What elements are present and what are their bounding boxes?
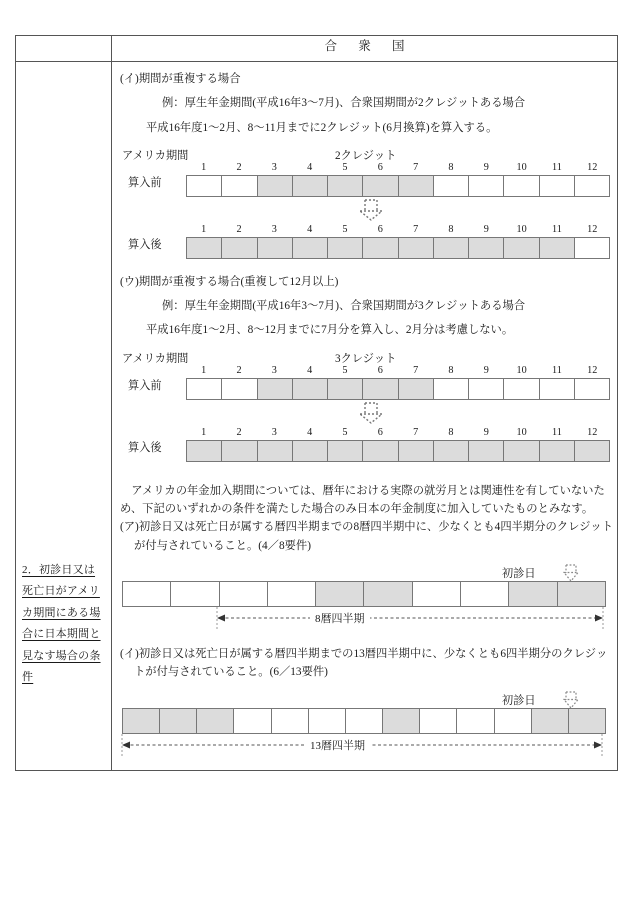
period-cell xyxy=(309,709,346,733)
month-number: 10 xyxy=(516,223,527,235)
period-cell xyxy=(293,441,328,461)
condition-b-line-2: トが付与されていること。(6／13要件) xyxy=(134,666,328,679)
label-america-period-u: アメリカ期間 xyxy=(122,352,189,365)
month-number: 5 xyxy=(342,364,348,376)
period-cell xyxy=(363,238,398,258)
sidebar-inner xyxy=(16,62,111,699)
month-cells-after-u xyxy=(186,440,610,462)
period-cell xyxy=(540,441,575,461)
month-number: 5 xyxy=(342,223,348,235)
period-cell xyxy=(328,176,363,196)
month-number: 4 xyxy=(307,364,313,376)
month-numbers-after-i xyxy=(186,224,610,236)
period-cell xyxy=(434,176,469,196)
month-number: 1 xyxy=(201,161,207,173)
period-cell xyxy=(495,709,532,733)
period-cell xyxy=(434,379,469,399)
dotted-down-arrow-icon xyxy=(358,402,384,424)
period-cell xyxy=(160,709,197,733)
period-cell xyxy=(575,379,609,399)
section-u-detail: 平成16年度1〜2月、8〜12月までに7月分を算入し、2月分は考慮しない。 xyxy=(146,324,514,337)
period-cell xyxy=(222,379,257,399)
month-number: 3 xyxy=(271,161,277,173)
label-credit-i: 2クレジット xyxy=(335,149,397,162)
month-number: 7 xyxy=(413,364,419,376)
month-number: 11 xyxy=(552,161,562,173)
quarter-cells-13 xyxy=(122,708,606,734)
period-cell xyxy=(363,379,398,399)
month-number: 12 xyxy=(587,364,598,376)
dotted-down-arrow-marker-icon xyxy=(563,691,579,709)
period-cell xyxy=(399,176,434,196)
period-cell xyxy=(469,379,504,399)
band-after-i xyxy=(120,225,611,259)
period-cell xyxy=(363,441,398,461)
period-cell xyxy=(469,176,504,196)
period-cell xyxy=(575,176,609,196)
condition-b-line-1: (イ)初診日又は死亡日が属する暦四半期までの13暦四半期中に、少なくとも6四半期分のクレジッ xyxy=(120,647,608,660)
month-number: 6 xyxy=(377,223,383,235)
month-number: 7 xyxy=(413,223,419,235)
month-number: 2 xyxy=(236,364,242,376)
period-cell xyxy=(504,379,539,399)
month-number: 10 xyxy=(516,426,527,438)
band-before-i xyxy=(120,163,611,197)
month-number: 1 xyxy=(201,364,207,376)
dotted-down-arrow-icon xyxy=(358,199,384,221)
span-row-8q xyxy=(120,607,611,633)
month-number: 8 xyxy=(448,426,454,438)
diagram-i-labels xyxy=(120,147,611,161)
period-cell xyxy=(469,441,504,461)
month-number: 6 xyxy=(377,364,383,376)
diagram-8-quarters xyxy=(120,565,611,633)
period-cell xyxy=(293,379,328,399)
period-cell xyxy=(558,582,605,606)
month-numbers-before-i xyxy=(186,162,610,174)
label-credit-u: 3クレジット xyxy=(335,352,397,365)
period-cell xyxy=(272,709,309,733)
period-cell xyxy=(575,441,609,461)
main-content-cell xyxy=(112,62,618,771)
month-number: 8 xyxy=(448,364,454,376)
header-title-cell xyxy=(112,36,618,62)
table-body-row xyxy=(16,62,618,771)
month-number: 9 xyxy=(483,223,489,235)
diagram-section-u xyxy=(120,350,611,462)
month-number: 10 xyxy=(516,161,527,173)
month-cells-after-i xyxy=(186,237,610,259)
month-number: 7 xyxy=(413,426,419,438)
month-number: 6 xyxy=(377,161,383,173)
sidebar-heading: 2．初診日又は死亡日がアメリカ期間にある場合に日本期間と見なす場合の条件 xyxy=(22,564,101,684)
header-blank-cell xyxy=(16,36,112,62)
period-cell xyxy=(540,176,575,196)
period-cell xyxy=(316,582,364,606)
diagram-u-labels xyxy=(120,350,611,364)
period-cell xyxy=(383,709,420,733)
main-inner xyxy=(112,62,617,770)
sidebar-cell xyxy=(16,62,112,771)
band-label-after-u: 算入後 xyxy=(128,441,162,454)
period-cell xyxy=(461,582,509,606)
period-cell xyxy=(258,238,293,258)
month-number: 9 xyxy=(483,364,489,376)
period-cell xyxy=(258,176,293,196)
section-i-title: (イ)期間が重複する場合 xyxy=(120,73,241,85)
month-number: 5 xyxy=(342,426,348,438)
month-number: 12 xyxy=(587,223,598,235)
band-label-after-i: 算入後 xyxy=(128,238,162,251)
period-cell xyxy=(220,582,268,606)
body-paragraph-line-1: アメリカの年金加入期間については、暦年における実際の就労月とは関連性を有していないた xyxy=(120,484,605,497)
transition-arrow-u xyxy=(120,400,611,426)
period-cell xyxy=(540,238,575,258)
span-label-8q: 8暦四半期 xyxy=(310,610,370,626)
period-cell xyxy=(504,176,539,196)
period-cell xyxy=(469,238,504,258)
period-cell xyxy=(222,441,257,461)
month-cells-before-i xyxy=(186,175,610,197)
period-cell xyxy=(268,582,316,606)
period-cell xyxy=(328,238,363,258)
period-cell xyxy=(575,238,609,258)
period-cell xyxy=(420,709,457,733)
period-cell xyxy=(171,582,219,606)
period-cell xyxy=(234,709,271,733)
month-number: 1 xyxy=(201,223,207,235)
month-numbers-before-u xyxy=(186,365,610,377)
period-cell xyxy=(364,582,412,606)
band-label-before-u: 算入前 xyxy=(128,379,162,392)
period-cell xyxy=(187,379,222,399)
period-cell xyxy=(293,176,328,196)
period-cell xyxy=(328,379,363,399)
period-cell xyxy=(399,379,434,399)
marker-row-8q xyxy=(120,565,611,581)
month-number: 8 xyxy=(448,161,454,173)
period-cell xyxy=(569,709,605,733)
period-cell xyxy=(258,441,293,461)
month-number: 7 xyxy=(413,161,419,173)
month-number: 2 xyxy=(236,161,242,173)
condition-a-line-1: (ア)初診日又は死亡日が属する暦四半期までの8暦四半期中に、少なくとも4四半期分のクレジット xyxy=(120,521,614,534)
period-cell xyxy=(434,238,469,258)
period-cell xyxy=(434,441,469,461)
table-header-row xyxy=(16,36,618,62)
month-number: 12 xyxy=(587,426,598,438)
period-cell xyxy=(457,709,494,733)
period-cell xyxy=(346,709,383,733)
diagram-13-quarters xyxy=(120,692,611,760)
period-cell xyxy=(187,441,222,461)
month-number: 2 xyxy=(236,223,242,235)
period-cell xyxy=(399,441,434,461)
period-cell xyxy=(413,582,461,606)
condition-a-line-2: が付与されていること。(4／8要件) xyxy=(134,539,311,552)
marker-row-13q xyxy=(120,692,611,708)
month-number: 1 xyxy=(201,426,207,438)
period-cell xyxy=(540,379,575,399)
period-cell xyxy=(363,176,398,196)
period-cell xyxy=(187,176,222,196)
month-number: 9 xyxy=(483,426,489,438)
page-title: 合 衆 国 xyxy=(324,39,409,53)
period-cell xyxy=(123,709,160,733)
month-numbers-after-u xyxy=(186,427,610,439)
month-number: 3 xyxy=(271,426,277,438)
marker-label-first-visit-8q: 初診日 xyxy=(502,567,536,580)
transition-arrow-i xyxy=(120,197,611,223)
period-cell xyxy=(123,582,171,606)
period-cell xyxy=(293,238,328,258)
month-number: 4 xyxy=(307,426,313,438)
band-after-u xyxy=(120,428,611,462)
dotted-down-arrow-marker-icon xyxy=(563,564,579,582)
month-number: 11 xyxy=(552,364,562,376)
period-cell xyxy=(258,379,293,399)
band-before-u xyxy=(120,366,611,400)
month-number: 4 xyxy=(307,223,313,235)
month-cells-before-u xyxy=(186,378,610,400)
marker-label-first-visit-13q: 初診日 xyxy=(502,694,536,707)
month-number: 2 xyxy=(236,426,242,438)
period-cell xyxy=(222,176,257,196)
month-number: 6 xyxy=(377,426,383,438)
month-number: 4 xyxy=(307,161,313,173)
month-number: 8 xyxy=(448,223,454,235)
month-number: 11 xyxy=(552,426,562,438)
month-number: 9 xyxy=(483,161,489,173)
period-cell xyxy=(399,238,434,258)
period-cell xyxy=(222,238,257,258)
month-number: 5 xyxy=(342,161,348,173)
band-label-before-i: 算入前 xyxy=(128,176,162,189)
month-number: 10 xyxy=(516,364,527,376)
period-cell xyxy=(532,709,569,733)
section-i-example: 例：厚生年金期間(平成16年3〜7月)、合衆国期間が2クレジットある場合 xyxy=(162,97,526,110)
month-number: 3 xyxy=(271,364,277,376)
label-america-period-i: アメリカ期間 xyxy=(122,149,189,162)
diagram-section-i xyxy=(120,147,611,259)
span-row-13q xyxy=(120,734,611,760)
section-i-detail: 平成16年度1〜2月、8〜11月までに2クレジット(6月換算)を算入する。 xyxy=(146,121,498,134)
month-number: 12 xyxy=(587,161,598,173)
period-cell xyxy=(328,441,363,461)
period-cell xyxy=(509,582,557,606)
period-cell xyxy=(504,238,539,258)
period-cell xyxy=(197,709,234,733)
main-table xyxy=(15,35,618,771)
body-paragraph-line-2: め、下記のいずれかの条件を満たした場合のみ日本の年金制度に加入していたものとみなす。 xyxy=(120,503,594,516)
month-number: 11 xyxy=(552,223,562,235)
month-number: 3 xyxy=(271,223,277,235)
quarter-cells-8 xyxy=(122,581,606,607)
span-label-13q: 13暦四半期 xyxy=(305,737,370,753)
section-u-example: 例：厚生年金期間(平成16年3〜7月)、合衆国期間が3クレジットある場合 xyxy=(162,300,526,313)
period-cell xyxy=(187,238,222,258)
section-u-title: (ウ)期間が重複する場合(重複して12月以上) xyxy=(120,275,339,288)
period-cell xyxy=(504,441,539,461)
